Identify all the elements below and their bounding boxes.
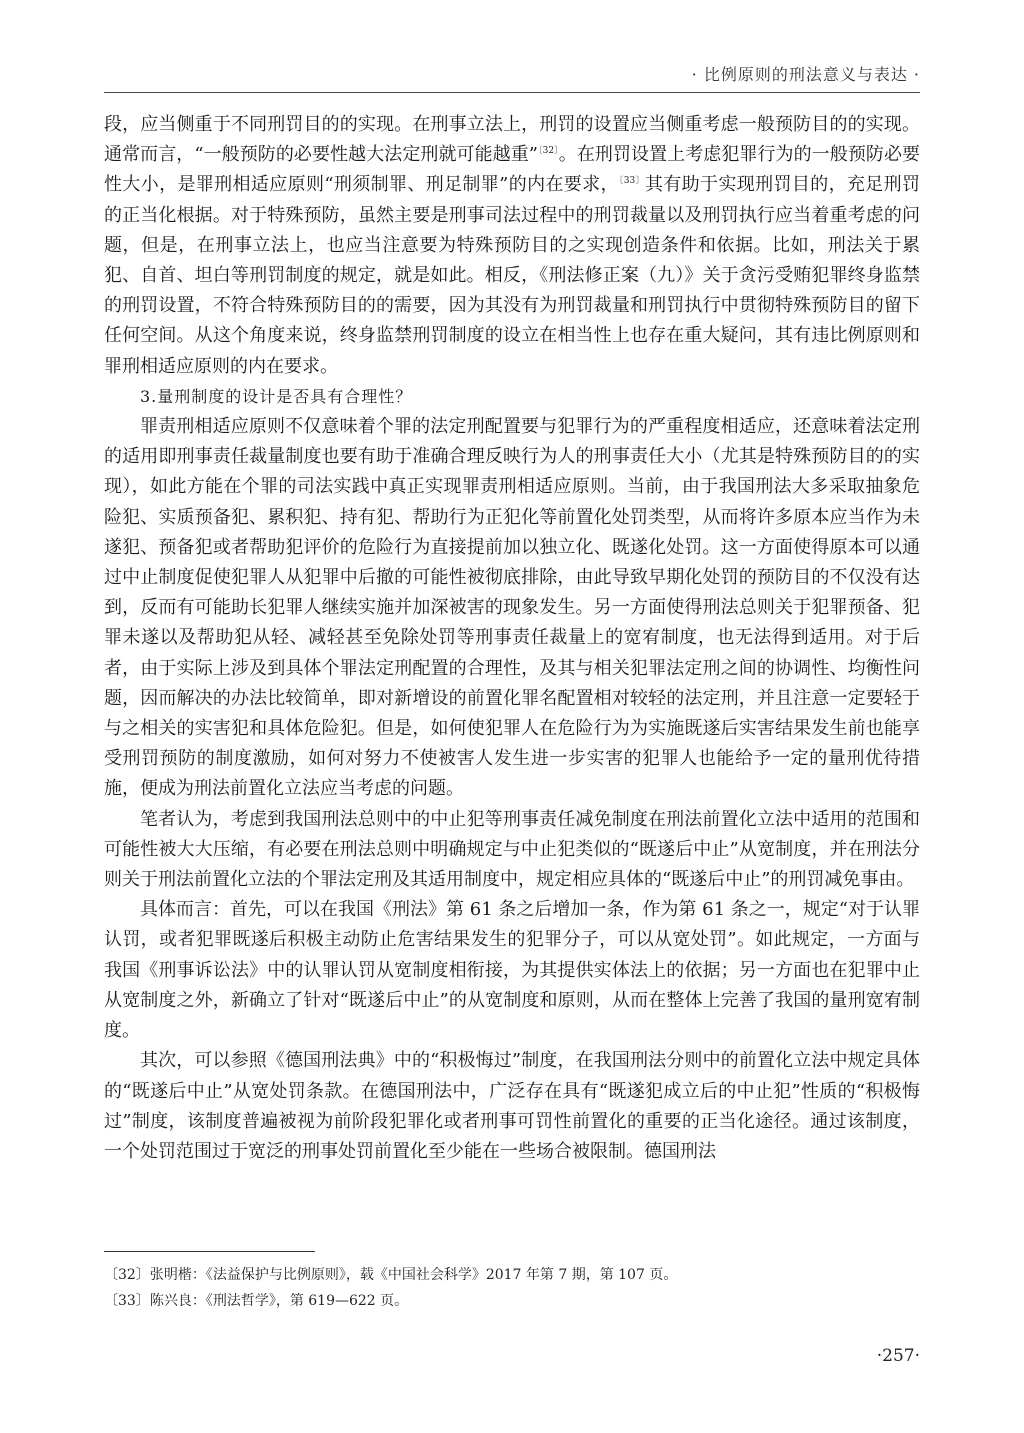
paragraph: 罪责刑相适应原则不仅意味着个罪的法定刑配置要与犯罪行为的严重程度相适应，还意味着法定刑的适用即刑事责任裁量制度也要有助于准确合理反映行为人的刑事责任大小（尤其是特殊预防目的的实现），如此方能在个罪的司法实践中真正实现罪责刑相适应原则。当前，由于我国刑法大多采取抽象危险犯、实质预备犯、累积犯、持有犯、帮助行为正犯化等前置化处罚类型，从而将许多原本应当作为未遂犯、预备犯或者帮助犯评价的危险行为直接提前加以独立化、既遂化处罚。这一方面使得原本可以通过中止制度促使犯罪人从犯罪中后撤的可能性被彻底排除，由此导致早期化处罚的预防目的不仅没有达到，反而有可能助长犯罪人继续实施并加深被害的现象发生。另一方面使得刑法总则关于犯罪预备、犯罪未遂以及帮助犯从轻、减轻甚至免除处罚等刑事责任裁量上的宽宥制度，也无法得到适用。对于后者，由于实际上涉及到具体个罪法定刑配置的合理性，及其与相关犯罪法定刑之间的协调性、均衡性问题，因而解决的办法比较简单，即对新增设的前置化罪名配置相对较轻的法定刑，并且注意一定要轻于与之相关的实害犯和具体危险犯。但是，如何使犯罪人在危险行为为实施既遂后实害结果发生前也能享受刑罚预防的制度激励，如何对努力不使被害人发生进一步实害的犯罪人也能给予一定的量刑优待措施，便成为刑法前置化立法应当考虑的问题。: [104, 416, 920, 800]
page-number: ·257·: [876, 1346, 920, 1366]
footnotes: [104, 1262, 920, 1314]
header-rule: [104, 92, 920, 93]
main-text: [104, 110, 920, 1167]
footnote-ref-33: 〔33〕: [618, 176, 645, 187]
paragraph: 具体而言：首先，可以在我国《刑法》第 61 条之后增加一条，作为第 61 条之一，规定“对于认罪认罚，或者犯罪既遂后积极主动防止危害结果发生的犯罪分子，可以从宽处罚”。如此规定，一方面与我国《刑事诉讼法》中的认罪认罚从宽制度相衔接，为其提供实体法上的依据；另一方面也在犯罪中止从宽制度之外，新确立了针对“既遂后中止”的从宽制度和原则，从而在整体上完善了我国的量刑宽宥制度。: [104, 899, 920, 1042]
paragraph: 笔者认为，考虑到我国刑法总则中的中止犯等刑事责任减免制度在刑法前置化立法中适用的范围和可能性被大大压缩，有必要在刑法总则中明确规定与中止犯类似的“既遂后中止”从宽制度，并在刑法分则关于刑法前置化立法的个罪法定刑及其适用制度中，规定相应具体的“既遂后中止”的刑罚减免事由。: [104, 808, 920, 891]
paragraph-text: 。在刑罚设置上考虑犯罪行为的一般预防必要性大小，是罪刑相适应原则“刑须制罪、刑足制罪”的内在要求，: [104, 144, 921, 196]
section-heading: 3.量刑制度的设计是否具有合理性？: [140, 386, 413, 406]
paragraph-text: 其有助于实现刑罚目的，充足刑罚的正当化根据。对于特殊预防，虽然主要是刑事司法过程中的刑罚裁量以及刑罚执行应当着重考虑的问题，但是，在刑事立法上，也应当注意要为特殊预防目的之实现创造条件和依据。比如，刑法关于累犯、自首、坦白等刑罚制度的规定，就是如此。相反，《刑法修正案（九）》关于贪污受贿犯罪终身监禁的刑罚设置，不符合特殊预防目的的需要，因为其没有为刑罚裁量和刑罚执行中贯彻特殊预防目的留下任何空间。从这个角度来说，终身监禁刑罚制度的设立在相当性上也存在重大疑问，其有违比例原则和罪刑相适应原则的内在要求。: [104, 174, 921, 377]
footnote: 〔33〕陈兴良：《刑法哲学》，第 619—622 页。: [104, 1293, 409, 1309]
paragraph-text: 段，应当侧重于不同刑罚目的的实现。在刑事立法上，刑罚的设置应当侧重考虑一般预防目的的实现。通常而言，“一般预防的必要性越大法定刑就可能越重”: [104, 114, 920, 166]
footnote-rule: [104, 1251, 315, 1252]
running-title: · 比例原则的刑法意义与表达 ·: [691, 65, 920, 84]
footnote-ref-32: 〔32〕: [538, 146, 559, 157]
paragraph-continuation: [104, 110, 920, 382]
paragraph: 其次，可以参照《德国刑法典》中的“积极悔过”制度，在我国刑法分则中的前置化立法中规定具体的“既遂后中止”从宽处罚条款。在德国刑法中，广泛存在具有“既遂犯成立后的中止犯”性质的“积极悔过”制度，该制度普遍被视为前阶段犯罪化或者刑事可罚性前置化的重要的正当化途径。通过该制度，一个处罚范围过于宽泛的刑事处罚前置化至少能在一些场合被限制。德国刑法: [104, 1050, 920, 1162]
footnote: 〔32〕张明楷：《法益保护与比例原则》，载《中国社会科学》2017 年第 7 期，第 107 页。: [104, 1267, 678, 1283]
